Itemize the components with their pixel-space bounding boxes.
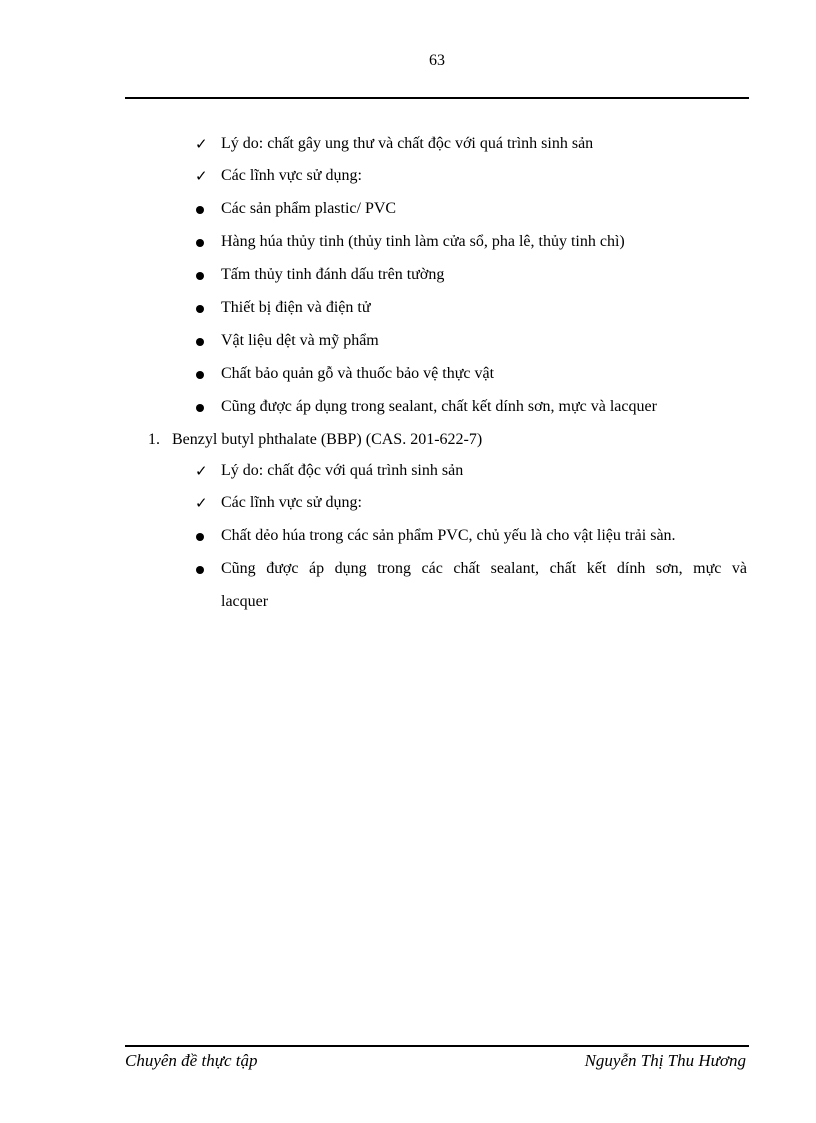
list-item: Tấm thủy tinh đánh dấu trên tường [221,266,445,283]
check-icon: ✓ [195,135,208,153]
list-item: Các lĩnh vực sử dụng: [221,494,362,511]
list-item: Hàng húa thủy tinh (thủy tinh làm cửa sổ, pha lê, thủy tinh chì) [221,233,625,250]
footer-author: Nguyễn Thị Thu Hương [584,1051,746,1070]
bullet-icon [196,206,204,214]
list-item: Chất dẻo húa trong các sản phẩm PVC, chủ yếu là cho vật liệu trải sàn. [221,527,676,544]
list-item: Lý do: chất độc với quá trình sinh sản [221,462,464,479]
footer-rule [125,1045,749,1047]
bullet-icon [196,404,204,412]
bullet-icon [196,338,204,346]
bullet-icon [196,371,204,379]
list-number: 1. [148,431,160,448]
list-item: Cũng được áp dụng trong sealant, chất kết dính sơn, mực và lacquer [221,398,657,415]
bullet-icon [196,239,204,247]
check-icon: ✓ [195,494,208,512]
list-item: Vật liệu dệt và mỹ phẩm [221,332,379,349]
list-item: Cũng được áp dụng trong các chất sealant, chất kết dính sơn, mực và [221,560,747,577]
bullet-icon [196,533,204,541]
bullet-icon [196,272,204,280]
footer-title: Chuyên đề thực tập [125,1051,258,1070]
list-item: Các sản phẩm plastic/ PVC [221,200,397,217]
list-item: Chất bảo quản gỗ và thuốc bảo vệ thực vật [221,365,495,382]
list-item: Thiết bị điện và điện tử [221,299,371,316]
list-item: Các lĩnh vực sử dụng: [221,167,362,184]
check-icon: ✓ [195,462,208,480]
list-item-continuation: lacquer [221,593,269,610]
page-number: 63 [429,52,445,69]
header-rule [125,97,749,99]
bullet-icon [196,566,204,574]
check-icon: ✓ [195,167,208,185]
numbered-heading: Benzyl butyl phthalate (BBP) (CAS. 201-622-7) [172,431,483,448]
list-item: Lý do: chất gây ung thư và chất độc với quá trình sinh sản [221,135,594,152]
bullet-icon [196,305,204,313]
